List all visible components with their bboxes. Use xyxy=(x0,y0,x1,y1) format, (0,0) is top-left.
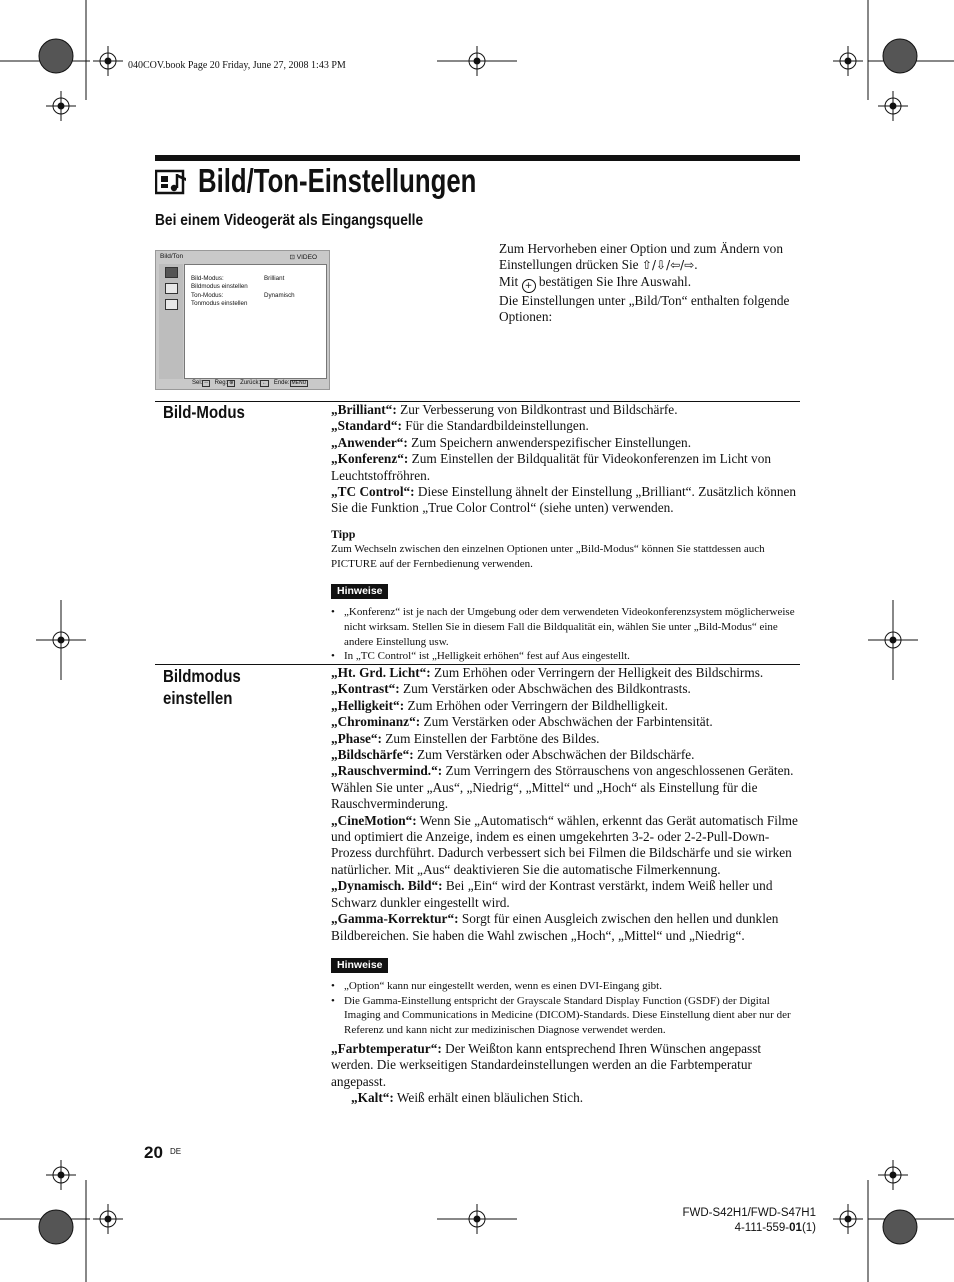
intro-line: Zum Hervorheben einer Option und zum Ändern von Einstellungen drücken Sie xyxy=(499,241,783,273)
screen-menu-panel xyxy=(184,264,327,379)
option-item: „Konferenz“: Zum Einstellen der Bildqualität für Videokonferenzen im Licht von Leuchtstoffröhren. xyxy=(331,451,771,483)
screen-row-value: Brilliant xyxy=(264,275,285,282)
intro-text xyxy=(499,241,809,325)
settings-menu-icon xyxy=(165,299,178,310)
option-item: „Gamma-Korrektur“: Sorgt für einen Ausgleich zwischen den hellen und dunklen Bildbereichen. Sie haben die Wahl zwischen „Hoch“, „Mittel“ und „Niedrig“. xyxy=(331,911,779,943)
intro-line: bestätigen Sie Ihre Auswahl. xyxy=(535,273,692,289)
screen-title: Bild/Ton xyxy=(160,253,184,260)
title-rule xyxy=(155,155,800,161)
section-label-line: Bildmodus xyxy=(163,666,241,686)
model-name: FWD-S42H1/FWD-S47H1 xyxy=(682,1207,816,1219)
model-info xyxy=(600,1206,816,1235)
section-label-bildmodus-einstellen xyxy=(163,665,241,709)
option-item: „Brilliant“: Zur Verbesserung von Bildkontrast und Bildschärfe. xyxy=(331,402,678,417)
model-code: 4-111-559-01(1) xyxy=(734,1221,816,1234)
option-item: „Kontrast“: Zum Verstärken oder Abschwächen des Bildkontrasts. xyxy=(331,681,691,697)
note-item: • „Option“ kann nur eingestellt werden, wenn es einen DVI-Eingang gibt. xyxy=(331,979,803,994)
menu-screenshot xyxy=(155,250,330,390)
option-item: „Standard“: Für die Standardbildeinstellungen. xyxy=(331,418,589,434)
tip-heading: Tipp xyxy=(331,526,356,541)
file-header: 040COV.book Page 20 Friday, June 27, 2008 1:43 PM xyxy=(128,60,346,71)
option-item: „TC Control“: Diese Einstellung ähnelt der Einstellung „Brilliant“. Zusätzlich können Sie die Funktion „True Color Control“ (siehe unten) verwenden. xyxy=(331,484,797,516)
page-number: 20 xyxy=(144,1143,163,1162)
screen-row-label: Tonmodus einstellen xyxy=(191,300,248,307)
arrow-keys-icon: ⇧/⇩/⇦/⇨ xyxy=(641,258,695,273)
screen-menu-icon xyxy=(165,283,178,294)
notes-list xyxy=(331,979,803,1038)
screen-sidebar xyxy=(159,264,183,379)
option-item: „CineMotion“: Wenn Sie „Automatisch“ wählen, erkennt das Gerät automatisch Filme und optimiert die Anzeige, indem es einen umgekehrten 3-2- oder 2-2-Pull-Down-Prozess durchführt. Dadurch verbessert sich bei Filmen die Bildschärfe und sie wirken natürlicher. Mit „Aus“ deaktivieren Sie die automatische Filmerkennung. xyxy=(331,812,798,877)
option-item: „Chrominanz“: Zum Verstärken oder Abschwächen der Farbintensität. xyxy=(331,714,713,730)
option-item: „Rauschvermind.“: Zum Verringern des Störrauschens von angeschlossenen Geräten. Wählen Sie unter „Aus“, „Niedrig“, „Mittel“ und „Hoch“ als Einstellung für die Rauschverminderung. xyxy=(331,763,794,812)
section-subheading: Bei einem Videogerät als Eingangsquelle xyxy=(155,212,424,229)
section-bild-modus-body xyxy=(331,402,803,664)
footer-reg: Reg: xyxy=(214,380,228,386)
footer-sel: Sel: xyxy=(192,380,203,386)
section-label-bild-modus: Bild-Modus xyxy=(163,402,245,422)
section-bildmodus-einstellen-body xyxy=(331,665,803,1106)
screen-row-label: Ton-Modus: xyxy=(191,292,224,299)
option-item: „Helligkeit“: Zum Erhöhen oder Verringern der Bildhelligkeit. xyxy=(331,697,668,713)
option-item: „Bildschärfe“: Zum Verstärken oder Abschwächen der Bildschärfe. xyxy=(331,747,695,763)
note-item: • Die Gamma-Einstellung entspricht der Grayscale Standard Display Function (GSDF) der Digital Imaging and Communications in Medicine (DICOM)-Standards. Diese Einstellung dient aber nur der Referenz und kann nicht zur medizinischen Diagnose verwendet werden. xyxy=(331,994,803,1038)
notes-badge: Hinweise xyxy=(331,958,388,973)
screen-row-label: Bild-Modus: xyxy=(191,275,224,282)
page-language: DE xyxy=(170,1147,182,1156)
tip-text: Zum Wechseln zwischen den einzelnen Optionen unter „Bild-Modus“ können Sie stattdessen auch PICTURE auf der Fernbedienung verwenden. xyxy=(331,542,765,570)
screen-row-value: Dynamisch xyxy=(264,292,295,299)
option-item: „Ht. Grd. Licht“: Zum Erhöhen oder Verringern der Helligkeit des Bildschirms. xyxy=(331,665,764,680)
option-item: „Phase“: Zum Einstellen der Farbtöne des Bildes. xyxy=(331,730,600,746)
footer-end: Ende: xyxy=(273,380,290,386)
footer-back: Zurück: xyxy=(240,380,261,386)
page-title: Bild/Ton-Einstellungen xyxy=(198,162,477,199)
enter-button-icon: + xyxy=(522,279,536,293)
intro-line: Die Einstellungen unter „Bild/Ton“ enthalten folgende Optionen: xyxy=(499,292,790,324)
option-item: „Anwender“: Zum Speichern anwenderspezifischer Einstellungen. xyxy=(331,434,692,450)
screen-row-label: Bildmodus einstellen xyxy=(191,283,248,290)
screen-footer: Sel: ◦◦ Reg: ⊕ Zurück: ← Ende: MENU xyxy=(192,380,307,386)
option-item: „Dynamisch. Bild“: Bei „Ein“ wird der Kontrast verstärkt, indem Weiß heller und Schwarz dunkler eingestellt wird. xyxy=(331,878,773,910)
screen-input: ⊡ VIDEO xyxy=(289,254,317,261)
note-item: • „Konferenz“ ist je nach der Umgebung oder dem verwendeten Videokonferenzsystem möglicherweise nicht wirksam. Stellen Sie in diesem Fall die Bildqualität ein, wählen Sie unter „Bild-Modus“ eine andere Einstellung usw. xyxy=(331,605,803,649)
intro-line: Mit xyxy=(499,273,522,289)
option-item: „Farbtemperatur“: Der Weißton kann entsprechend Ihren Wünschen angepasst werden. Die werkseitigen Standardeinstellungen werden an die Farbtemperatur angepasst. xyxy=(331,1040,762,1089)
picture-menu-icon xyxy=(165,267,178,278)
section-label-line: einstellen xyxy=(163,688,233,708)
picture-sound-icon xyxy=(155,168,191,196)
intro-period: . xyxy=(694,257,698,273)
note-item: • In „TC Control“ ist „Helligkeit erhöhen“ fest auf Aus eingestellt. xyxy=(331,649,803,664)
notes-list xyxy=(331,605,803,664)
sub-option-item: „Kalt“: Weiß erhält einen bläulichen Stich. xyxy=(351,1089,584,1105)
notes-badge: Hinweise xyxy=(331,584,388,599)
